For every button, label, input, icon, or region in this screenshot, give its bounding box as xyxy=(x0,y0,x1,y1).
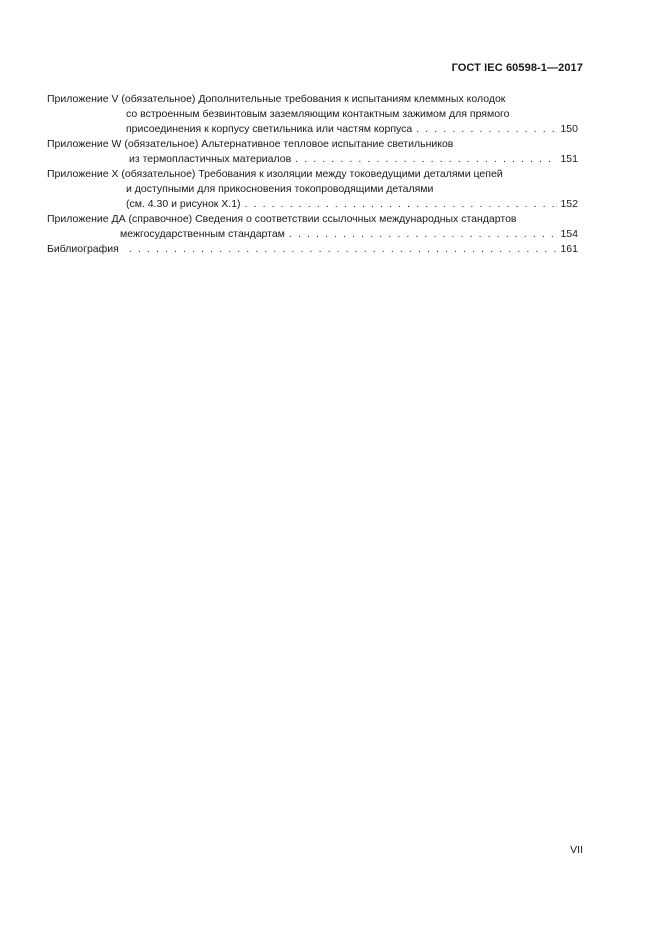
toc-entry-title-continued: межгосударственным стандартам xyxy=(120,228,285,240)
toc-entry-appendix-da[interactable] xyxy=(47,212,578,242)
toc-page-number: 150 xyxy=(560,123,578,135)
toc-entry-title: Приложение W (обязательное) Альтернативное тепловое испытание светильников xyxy=(47,138,454,150)
page-number: VII xyxy=(570,844,583,856)
toc-entry-title-continued: присоединения к корпусу светильника или частям корпуса xyxy=(126,123,413,135)
toc-page-number: 152 xyxy=(560,198,578,210)
dot-leader xyxy=(289,227,559,242)
toc-entry-title: Библиография xyxy=(47,243,119,255)
toc-entry-title-continued: и доступными для прикосновения токопроводящими деталями xyxy=(126,183,434,195)
toc-page-number: 161 xyxy=(560,243,578,255)
toc-entry-title: Приложение X (обязательное) Требования к изоляции между токоведущими деталями цепей xyxy=(47,168,503,180)
toc-entry-title-continued: (см. 4.30 и рисунок Х.1) xyxy=(126,198,241,210)
toc-entry-title-continued: из термопластичных материалов xyxy=(129,153,292,165)
toc-entry-appendix-w[interactable] xyxy=(47,137,578,167)
toc-entry-title: Приложение ДА (справочное) Сведения о соответствии ссылочных международных стандартов xyxy=(47,213,517,225)
document-header: ГОСТ IEC 60598-1—2017 xyxy=(451,62,583,74)
toc-page-number: 154 xyxy=(560,228,578,240)
toc-entry-appendix-x[interactable] xyxy=(47,167,578,212)
dot-leader xyxy=(295,152,558,167)
dot-leader xyxy=(245,197,559,212)
table-of-contents xyxy=(47,92,578,257)
dot-leader xyxy=(416,122,558,137)
toc-entry-bibliography[interactable] xyxy=(47,242,578,257)
toc-entry-title: Приложение V (обязательное) Дополнительные требования к испытаниям клеммных колодок xyxy=(47,93,506,105)
toc-entry-appendix-v[interactable] xyxy=(47,92,578,137)
dot-leader xyxy=(129,242,559,257)
toc-page-number: 151 xyxy=(560,153,578,165)
toc-entry-title-continued: со встроенным безвинтовым заземляющим контактным зажимом для прямого xyxy=(126,108,510,120)
